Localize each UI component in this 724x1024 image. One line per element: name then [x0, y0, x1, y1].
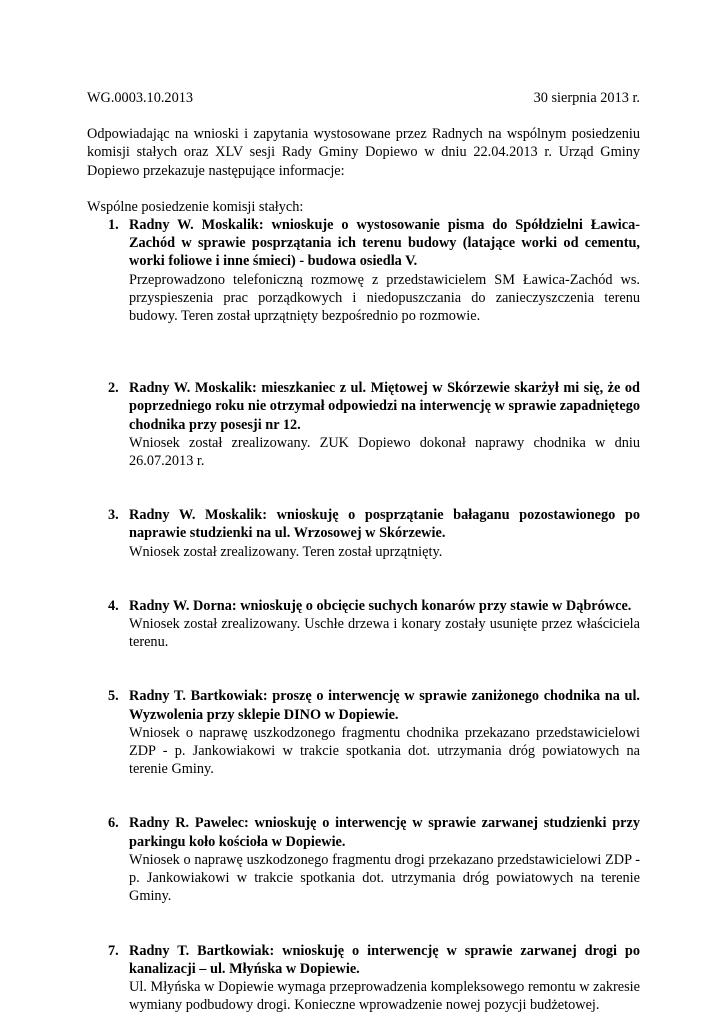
list-item — [87, 216, 640, 325]
item-question: Radny T. Bartkowiak: proszę o interwencję w sprawie zaniżonego chodnika na ul. Wyzwolenia przy sklepie DINO w Dopiewie. — [129, 688, 640, 723]
item-question: Radny R. Pawelec: wnioskuję o interwencję w sprawie zarwanej studzienki przy parkingu koło kościoła w Dopiewie. — [129, 815, 640, 850]
item-question: Radny W. Moskalik: wnioskuje o wystosowanie pisma do Spółdzielni Ławica-Zachód w sprawie posprzątania ich terenu budowy (latające worki od cementu, worki foliowe i inne śmieci) - budowa osiedla V. — [129, 217, 640, 270]
item-question: Radny W. Dorna: wnioskuję o obcięcie suchych konarów przy stawie w Dąbrówce. — [129, 597, 632, 614]
list-item — [87, 379, 640, 470]
document-date: 30 sierpnia 2013 r. — [533, 90, 640, 106]
item-answer: Wniosek został zrealizowany. Teren został uprzątnięty. — [129, 543, 443, 560]
list-item — [87, 814, 640, 905]
item-answer: Ul. Młyńska w Dopiewie wymaga przeprowadzenia kompleksowego remontu w zakresie wymiany podbudowy drogi. Konieczne wprowadzenie nowej pozycji budżetowej. — [129, 978, 640, 1014]
item-number: 1. — [108, 217, 119, 234]
item-answer: Wniosek o naprawę uszkodzonego fragmentu drogi przekazano przedstawicielowi ZDP - p. Jankowiakowi w trakcie spotkania dot. utrzymania dróg powiatowych na terenie Gminy. — [129, 851, 640, 905]
list-item — [87, 942, 640, 1015]
motion-list — [87, 216, 640, 1014]
item-question: Radny T. Bartkowiak: wnioskuję o interwencję w sprawie zarwanej drogi po kanalizacji – ul. Młyńska w Dopiewie. — [129, 942, 640, 977]
intro-paragraph: Odpowiadając na wnioski i zapytania wystosowane przez Radnych na wspólnym posiedzeniu komisji stałych oraz XLV sesji Rady Gminy Dopiewo w dniu 22.04.2013 r. Urząd Gminy Dopiewo przekazuje następujące informacje: — [87, 126, 640, 179]
item-number: 3. — [108, 507, 119, 524]
item-number: 2. — [108, 380, 119, 397]
item-answer: Wniosek został zrealizowany. Uschłe drzewa i konary zostały usunięte przez właściciela terenu. — [129, 616, 640, 651]
item-question: Radny W. Moskalik: wnioskuję o posprzątanie bałaganu pozostawionego po naprawie studzienki na ul. Wrzosowej w Skórzewie. — [129, 507, 640, 542]
reference-number: WG.0003.10.2013 — [87, 90, 194, 106]
list-item — [87, 687, 640, 778]
item-number: 5. — [108, 688, 119, 705]
document-page — [87, 89, 640, 1014]
item-answer: Wniosek został zrealizowany. ZUK Dopiewo dokonał naprawy chodnika w dniu 26.07.2013 r. — [129, 434, 640, 470]
item-number: 7. — [108, 942, 119, 959]
item-number: 4. — [108, 597, 119, 614]
item-answer: Wniosek o naprawę uszkodzonego fragmentu chodnika przekazano przedstawicielowi ZDP - p. Jankowiakowi w trakcie spotkania dot. utrzymania dróg powiatowych na terenie Gminy. — [129, 724, 640, 778]
list-item — [87, 506, 640, 561]
item-question: Radny W. Moskalik: mieszkaniec z ul. Miętowej w Skórzewie skarżył mi się, że od poprzedniego roku nie otrzymał odpowiedzi na interwencję w sprawie zapadniętego chodnika przy posesji nr 12. — [129, 380, 640, 433]
document-header — [87, 89, 640, 107]
section-title: Wspólne posiedzenie komisji stałych: — [87, 198, 304, 215]
list-item — [87, 597, 640, 652]
item-number: 6. — [108, 815, 119, 832]
item-answer: Przeprowadzono telefoniczną rozmowę z przedstawicielem SM Ławica-Zachód ws. przyspieszenia prac porządkowych i niedopuszczania do zanieczyszczenia terenu budowy. Teren został uprzątnięty bezpośrednio po rozmowie. — [129, 271, 640, 325]
